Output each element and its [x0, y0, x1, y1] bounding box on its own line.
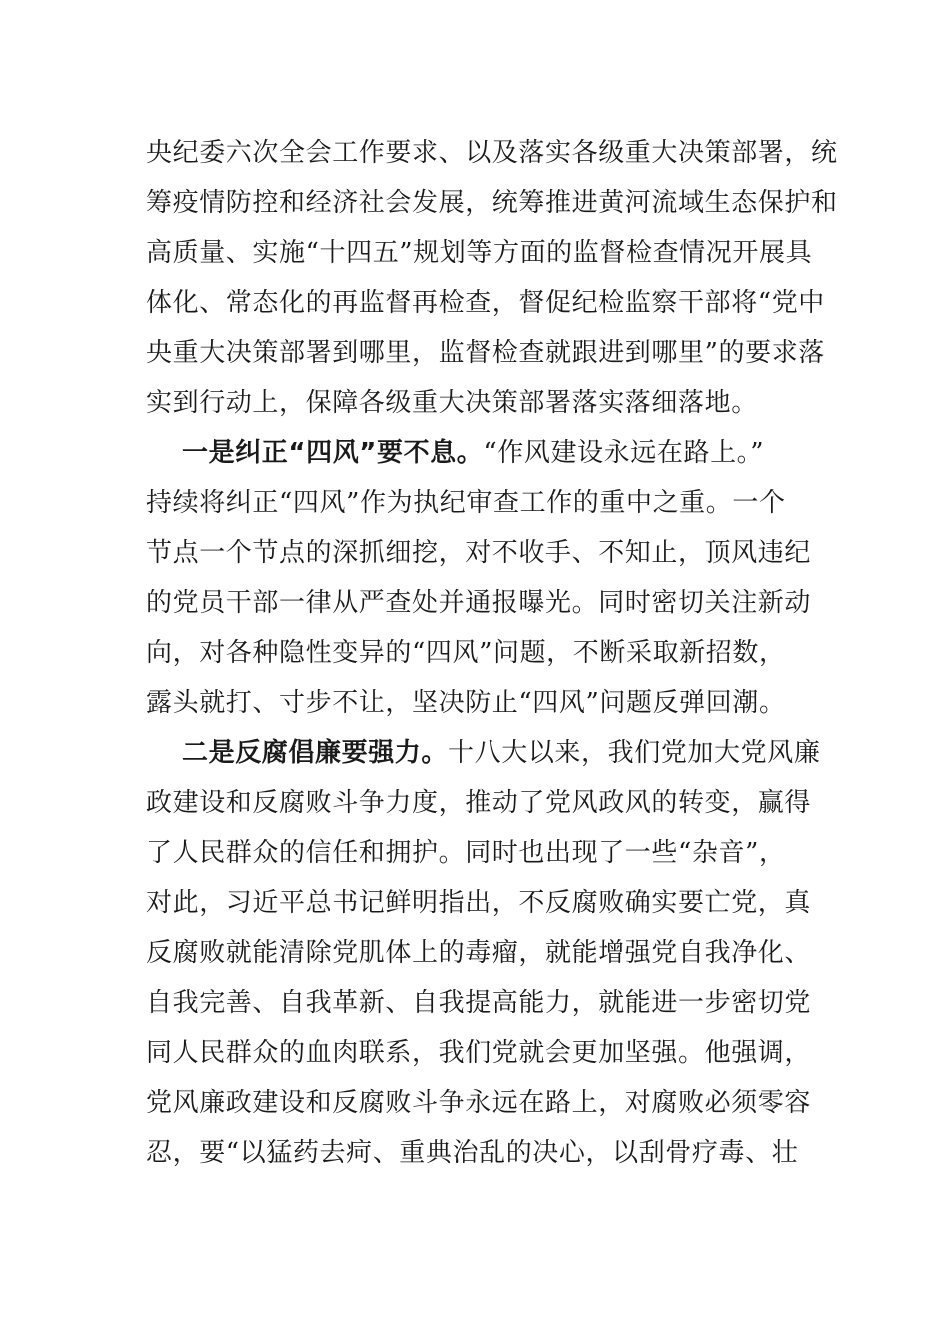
- para3-line-3: 了人民群众的信任和拥护。同时也出现了一些“杂音”，: [146, 838, 786, 868]
- para2-line-1: [182, 433, 810, 473]
- para1-line-1: 央纪委六次全会工作要求、以及落实各级重大决策部署，统: [146, 138, 838, 168]
- para2-lead: 一是纠正“四风”要不息。: [182, 438, 484, 468]
- para1-line-2: 筹疫情防控和经济社会发展，统筹推进黄河流域生态保护和: [146, 188, 838, 218]
- para1-line-4: 体化、常态化的再监督再检查，督促纪检监察干部将“党中: [146, 288, 825, 318]
- para2-line-4: 的党员干部一律从严查处并通报曝光。同时密切关注新动: [146, 588, 812, 618]
- para3-line-9: 忍，要“以猛药去疴、重典治乱的决心，以刮骨疗毒、壮: [146, 1138, 799, 1168]
- para1-line-6: 实到行动上，保障各级重大决策部署落实落细落地。: [146, 388, 758, 418]
- para3-line-1: [182, 733, 821, 773]
- para3-lead: 二是反腐倡廉要强力。: [182, 738, 449, 768]
- para3-line-4: 对此，习近平总书记鲜明指出，不反腐败确实要亡党，真: [146, 888, 812, 918]
- para2-line-5: 向，对各种隐性变异的“四风”问题，不断采取新招数，: [146, 638, 786, 668]
- para2-line-2: 持续将纠正“四风”作为执纪审查工作的重中之重。一个: [146, 488, 786, 518]
- para2-first-rest: “作风建设永远在路上。”: [483, 438, 765, 468]
- para3-first-rest: 十八大以来，我们党加大党风廉: [448, 738, 821, 768]
- para1-line-5: 央重大决策部署到哪里，监督检查就跟进到哪里”的要求落: [146, 338, 825, 368]
- para3-line-6: 自我完善、自我革新、自我提高能力，就能进一步密切党: [146, 988, 812, 1018]
- para3-line-2: 政建设和反腐败斗争力度，推动了党风政风的转变，赢得: [146, 788, 812, 818]
- para3-line-8: 党风廉政建设和反腐败斗争永远在路上，对腐败必须零容: [146, 1088, 812, 1118]
- para2-line-3: 节点一个节点的深抓细挖，对不收手、不知止，顶风违纪: [146, 538, 812, 568]
- para3-line-5: 反腐败就能清除党肌体上的毒瘤，就能增强党自我净化、: [146, 938, 812, 968]
- para1-line-3: 高质量、实施“十四五”规划等方面的监督检查情况开展具: [146, 238, 813, 268]
- para3-line-7: 同人民群众的血肉联系，我们党就会更加坚强。他强调，: [146, 1038, 812, 1068]
- para2-line-6: 露头就打、寸步不让，坚决防止“四风”问题反弹回潮。: [146, 688, 786, 718]
